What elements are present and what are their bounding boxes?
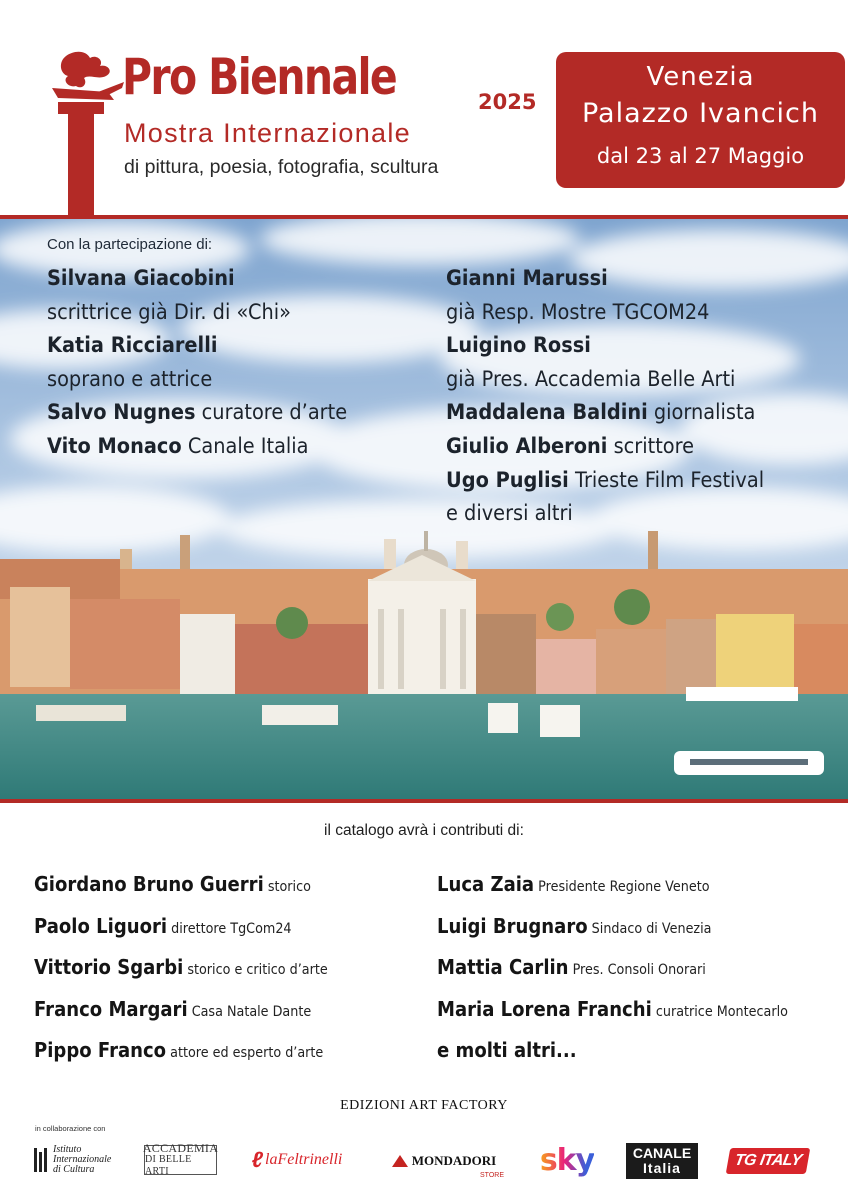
guest-role: già Resp. Mostre TGCOM24 (446, 299, 710, 325)
buildings (0, 555, 848, 697)
contributor-entry (34, 1038, 328, 1080)
contributor-entry (437, 955, 788, 997)
subtitle-disciplines: di pittura, poesia, fotografia, scultura (124, 156, 439, 178)
contributor-entry (34, 955, 328, 997)
contributor-role: Sindaco di Venezia (587, 920, 712, 937)
contributor-role: attore ed esperto d’arte (166, 1045, 324, 1061)
contributor-entry (34, 914, 328, 956)
contributor-name: Maria Lorena Franchi (437, 996, 652, 1021)
contributor-name: Franco Margari (34, 996, 188, 1021)
contributor-role: Presidente Regione Veneto (534, 879, 710, 895)
guest-role: curatore d’arte (195, 400, 348, 426)
contributor-role: direttore TgCom24 (167, 920, 292, 937)
istituto-internazionale-logo (34, 1144, 124, 1176)
title-block (122, 48, 552, 178)
contributor-role: Pres. Consoli Onorari (568, 962, 706, 978)
guest-role: e diversi altri (446, 501, 573, 527)
contributor-name: Giordano Bruno Guerri (34, 872, 264, 896)
contributor-entry (437, 1038, 788, 1080)
contributor-entry (437, 914, 788, 956)
winged-lion-column-icon (38, 48, 128, 216)
contributor-name: Pippo Franco (34, 1038, 167, 1062)
guest-name: Ugo Puglisi (446, 467, 569, 493)
venue-dates: dal 23 al 27 Maggio (596, 144, 805, 168)
guest-role: giornalista (647, 400, 756, 426)
guest-entry (446, 497, 764, 531)
mondadori-mark-icon (392, 1155, 408, 1167)
guest-entry (446, 464, 764, 498)
venue-place: Palazzo Ivancich (581, 98, 819, 129)
poster-header (0, 0, 848, 215)
guest-entry (47, 329, 347, 363)
guest-role: Trieste Film Festival (568, 467, 765, 493)
guest-entry (446, 296, 764, 330)
contributor-name: Mattia Carlin (437, 955, 569, 979)
publisher: EDIZIONI ART FACTORY (340, 1098, 508, 1113)
guest-entry (446, 363, 764, 397)
contributor-name: Paolo Liguori (34, 913, 168, 938)
catalog-right-column (437, 872, 836, 1080)
guest-name: Salvo Nugnes (47, 400, 196, 426)
contributor-role: storico (263, 879, 311, 895)
guest-entry (446, 396, 764, 430)
guests-left-column (47, 262, 380, 464)
guest-entry (446, 262, 764, 296)
sky-logo: sky (539, 1142, 595, 1178)
photo-bottom-divider (0, 799, 848, 803)
canale-italia-logo: CANALE Italia (626, 1143, 698, 1179)
guest-entry (446, 430, 764, 464)
venue-city: Venezia (646, 62, 755, 92)
subtitle: Mostra Internazionale (124, 118, 411, 148)
catalog-left-column (34, 872, 368, 1080)
iic-text: Istituto Internazionale di Cultura (53, 1144, 112, 1175)
contributor-entry (34, 872, 328, 914)
guest-role: già Pres. Accademia Belle Arti (446, 366, 736, 392)
feltrinelli-mark-icon: ℓ (251, 1147, 264, 1172)
iic-bars-icon (34, 1148, 47, 1172)
guests-right-column (446, 262, 799, 531)
tg-italy-logo: TG ITALY (726, 1148, 811, 1174)
contributor-name: Luca Zaia (437, 872, 535, 896)
contributor-role: Casa Natale Dante (187, 1003, 312, 1020)
guest-entry (47, 396, 347, 430)
guest-role: soprano e attrice (47, 366, 213, 392)
guest-name: Maddalena Baldini (446, 400, 648, 426)
feltrinelli-logo: ℓ laFeltrinelli (251, 1147, 343, 1172)
contributor-name: Vittorio Sgarbi (34, 955, 184, 979)
collaboration-label: in collaborazione con (35, 1124, 106, 1133)
guest-name: Luigino Rossi (446, 333, 591, 359)
contributor-role: curatrice Montecarlo (651, 1003, 788, 1020)
accademia-belle-arti-logo: ACCADEMIA DI BELLE ARTI (142, 1141, 219, 1177)
guest-role: scrittore (607, 433, 695, 459)
guest-name: Giulio Alberoni (446, 433, 608, 459)
guest-name: Vito Monaco (47, 433, 182, 459)
guest-entry (47, 430, 347, 464)
contributor-entry (34, 997, 328, 1039)
title-year: 2025 (478, 90, 537, 114)
venue-box (556, 52, 845, 188)
guest-name: Silvana Giacobini (47, 266, 235, 291)
guest-name: Katia Ricciarelli (47, 333, 218, 359)
guests-label: Con la partecipazione di: (47, 236, 213, 253)
guest-role: scrittrice già Dir. di «Chi» (47, 299, 291, 325)
mondadori-store-logo: MONDADORI STORE (380, 1147, 508, 1175)
contributor-role: storico e critico d’arte (183, 962, 328, 978)
guest-entry (446, 329, 764, 363)
guest-entry (47, 262, 347, 296)
contributor-name: Luigi Brugnaro (437, 913, 588, 938)
contributor-entry (437, 872, 788, 914)
guest-name: Gianni Marussi (446, 266, 608, 291)
contributor-name: e molti altri... (437, 1038, 577, 1062)
guest-role: Canale Italia (181, 433, 309, 459)
lagoon (0, 694, 848, 799)
catalog-label: il catalogo avrà i contributi di: (324, 822, 524, 839)
guest-entry (47, 363, 347, 397)
contributor-entry (437, 997, 788, 1039)
page-title: Pro Biennale (122, 48, 397, 106)
guest-entry (47, 296, 347, 330)
